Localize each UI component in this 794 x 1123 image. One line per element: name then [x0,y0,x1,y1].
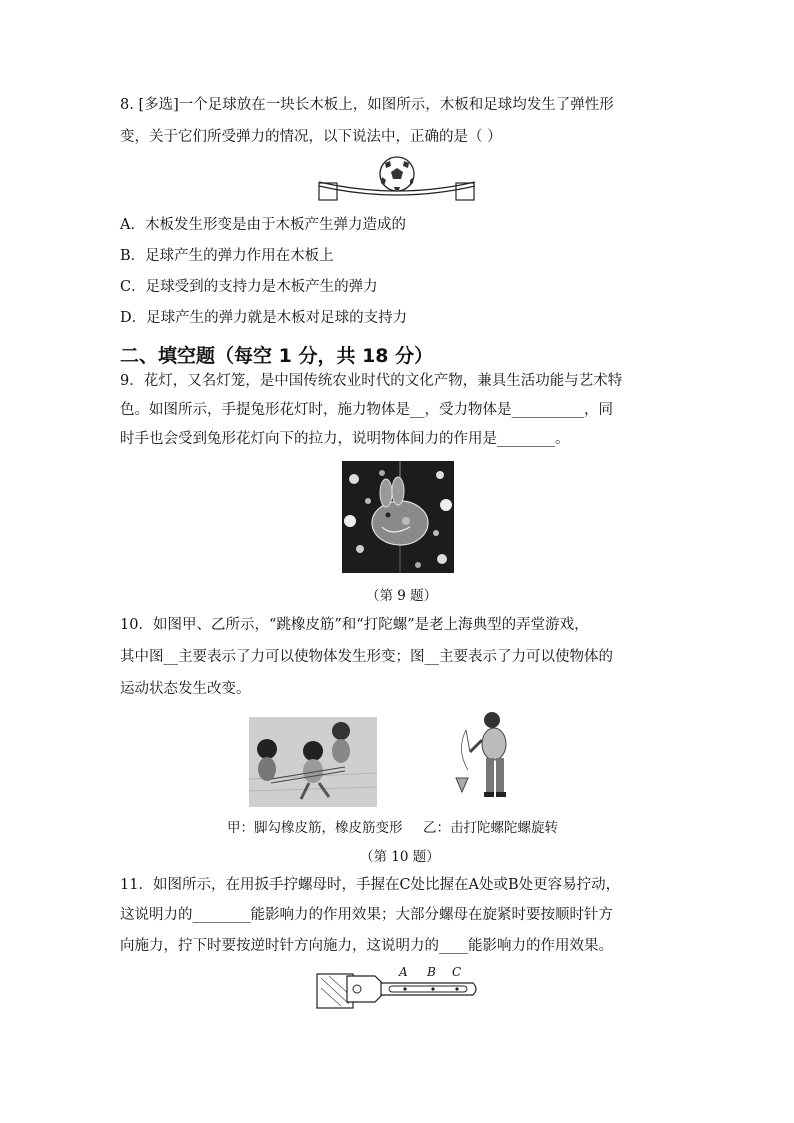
section-title: 二、填空题（每空 1 分，共 18 分） [120,345,434,367]
q9-line2: 色。如图所示，手提兔形花灯时，施力物体是__，受力物体是__________，同 [120,402,613,418]
q10-caption-a: 甲：脚勾橡皮筋，橡皮筋变形 [227,820,403,836]
q8-option-c: C．足球受到的支持力是木板产生的弹力 [120,279,378,295]
q10-caption: （第 10 题） [360,849,440,865]
q10-line1: 10．如图甲、乙所示，“跳橡皮筋”和“打陀螺”是老上海典型的弄堂游戏， [120,617,589,633]
q10-line3: 运动状态发生改变。 [120,681,251,697]
q8-line2: 变，关于它们所受弹力的情况，以下说法中，正确的是（ ） [120,129,502,145]
wrench-label-a: A [399,965,408,979]
q11-line3: 向施力，拧下时要按逆时针方向施力，这说明力的____能影响力的作用效果。 [120,938,613,954]
q9-line1: 9．花灯，又名灯笼，是中国传统农业时代的文化产物，兼具生活功能与艺术特 [120,373,623,389]
rabbit-lantern-photo [342,461,454,573]
q9-line3: 时手也会受到兔形花灯向下的拉力，说明物体间力的作用是________。 [120,431,570,447]
wrench-figure [313,964,483,1012]
q8-line1: 8. [多选]一个足球放在一块长木板上，如图所示，木板和足球均发生了弹性形 [120,97,614,113]
q11-line1: 11．如图所示，在用扳手拧螺母时，手握在C处比握在A处或B处更容易拧动， [120,877,621,893]
q8-option-a: A．木板发生形变是由于木板产生弹力造成的 [120,217,406,233]
spinning-top-figure [448,710,520,806]
q8-option-d: D．足球产生的弹力就是木板对足球的支持力 [120,310,408,326]
wrench-label-b: B [427,965,436,979]
wrench-label-c: C [452,965,462,979]
top-icon [456,778,468,792]
board-and-ball-figure [315,155,480,205]
q9-caption: （第 9 题） [366,588,438,604]
jump-rope-photo [249,717,377,807]
q10-line2: 其中图__主要表示了力可以使物体发生形变；图__主要表示了力可以使物体的 [120,649,613,665]
q8-option-b: B．足球产生的弹力作用在木板上 [120,248,334,264]
q11-line2: 这说明力的________能影响力的作用效果；大部分螺母在旋紧时要按顺时针方 [120,907,613,923]
q10-caption-b: 乙：击打陀螺陀螺旋转 [423,820,558,836]
